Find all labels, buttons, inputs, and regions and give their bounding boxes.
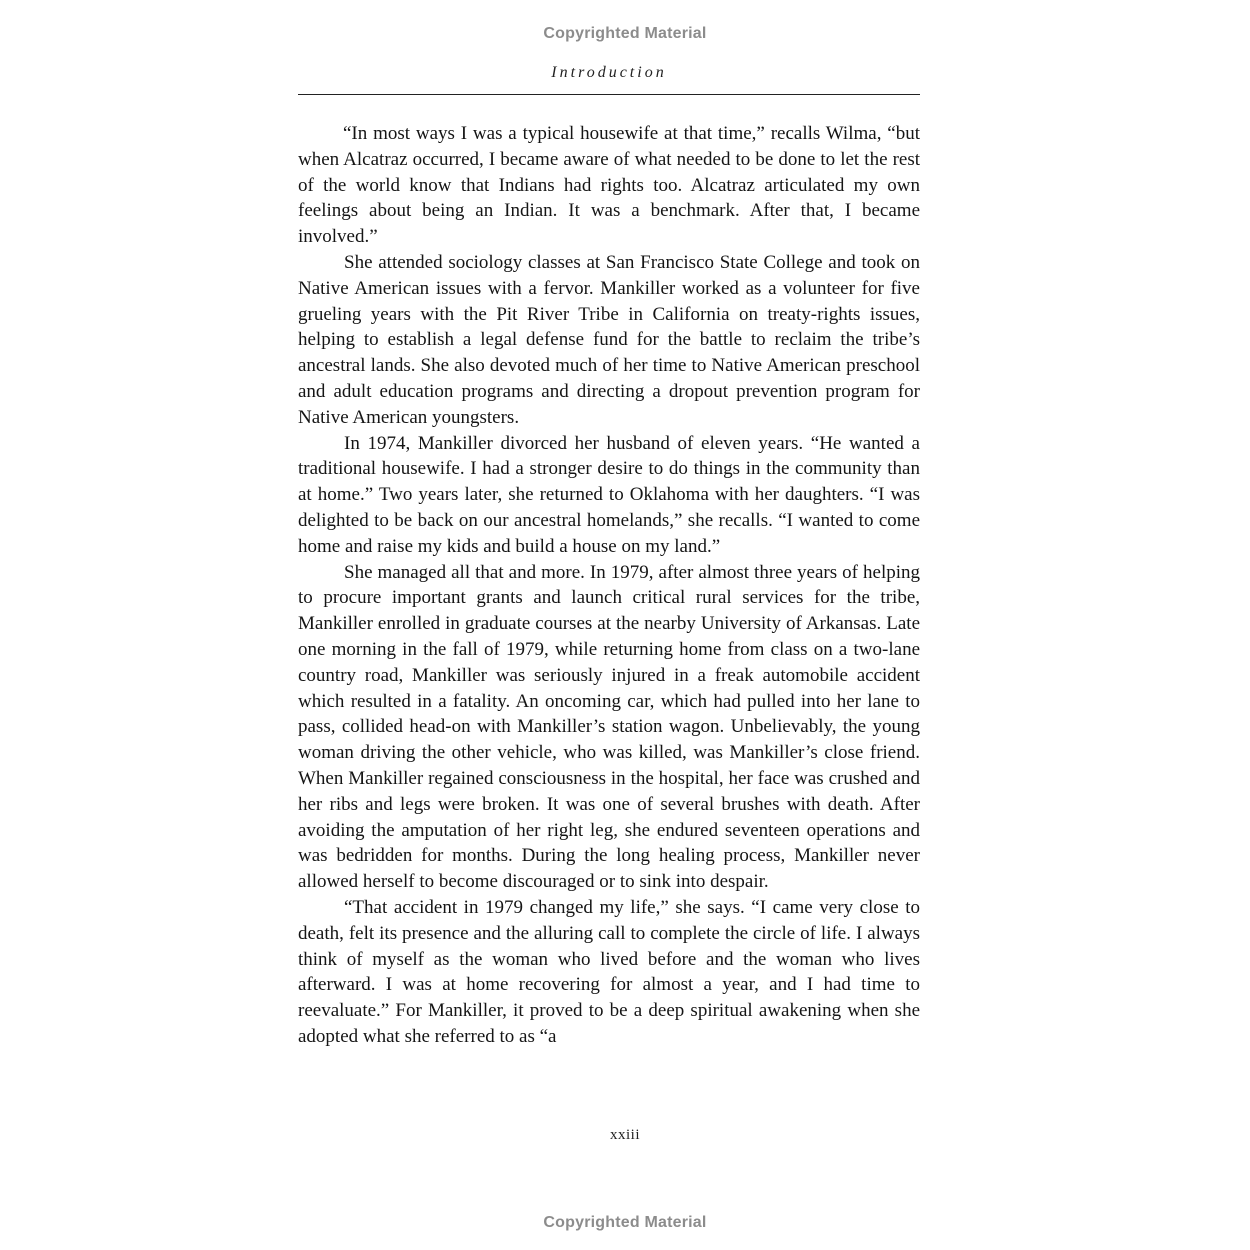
running-head: Introduction: [551, 64, 667, 81]
header-rule: [298, 94, 920, 95]
paragraph: She attended sociology classes at San Francisco State College and took on Native American issues with a fervor. Mankiller worked as a volunteer for five grueling years with the Pit River Tribe in California on treaty-rights issues, helping to establish a legal defense fund for the battle to reclaim the tribe’s ancestral lands. She also devoted much of her time to Native American preschool and adult education programs and directing a dropout prevention program for Native American youngsters.: [298, 251, 920, 428]
copyright-watermark-bottom: Copyrighted Material: [543, 1214, 707, 1231]
paragraph: “That accident in 1979 changed my life,” she says. “I came very close to death, felt its presence and the alluring call to complete the circle of life. I always think of myself as the woman who lived before and the woman who lives afterward. I was at home recovering for almost a year, and I had time to reevaluate.” For Mankiller, it proved to be a deep spiritual awakening when she adopted what she referred to as “a: [298, 896, 920, 1047]
page-number: xxiii: [609, 1127, 640, 1143]
paragraph: “In most ways I was a typical housewife at that time,” recalls Wilma, “but when Alcatraz occurred, I became aware of what needed to be done to let the rest of the world know that Indians had rights too. Alcatraz articulated my own feelings about being an Indian. It was a benchmark. After that, I became involved.”: [298, 123, 920, 248]
copyright-watermark-top: Copyrighted Material: [543, 25, 707, 42]
body-text: [298, 121, 920, 1050]
paragraph: In 1974, Mankiller divorced her husband of eleven years. “He wanted a traditional housewife. I had a stronger desire to do things in the community than at home.” Two years later, she returned to Oklahoma with her daughters. “I was delighted to be back on our ancestral homelands,” she recalls. “I wanted to come home and raise my kids and build a house on my land.”: [298, 432, 920, 557]
paragraph: She managed all that and more. In 1979, after almost three years of helping to procure important grants and launch critical rural services for the tribe, Mankiller enrolled in graduate courses at the nearby University of Arkansas. Late one morning in the fall of 1979, while returning home from class on a two-lane country road, Mankiller was seriously injured in a freak automobile accident which resulted in a fatality. An oncoming car, which had pulled into her lane to pass, collided head-on with Mankiller’s station wagon. Unbelievably, the young woman driving the other vehicle, who was killed, was Mankiller’s close friend. When Mankiller regained consciousness in the hospital, her face was crushed and her ribs and legs were broken. It was one of several brushes with death. After avoiding the amputation of her right leg, she endured seventeen operations and was bedridden for months. During the long healing process, Mankiller never allowed herself to become discouraged or to sink into despair.: [298, 561, 920, 893]
